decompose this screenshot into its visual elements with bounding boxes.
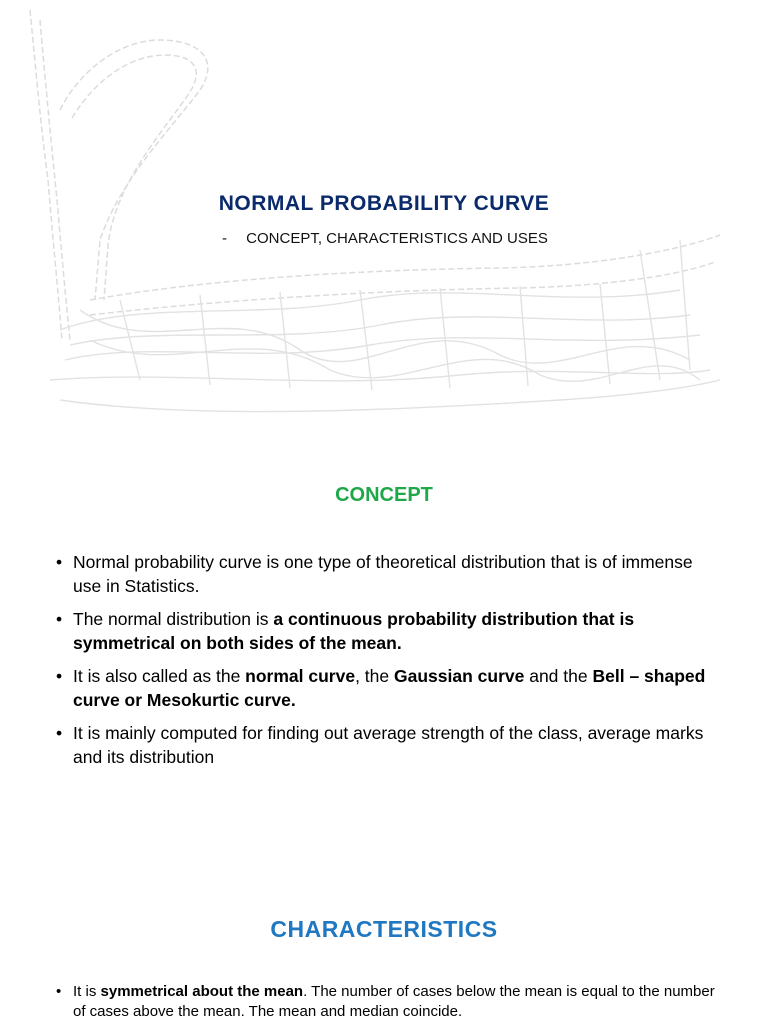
subtitle-text: CONCEPT, CHARACTERISTICS AND USES bbox=[246, 230, 548, 247]
bullet-bold-text: Bell – shaped curve or Mesokurtic curve. bbox=[73, 666, 706, 710]
bullet-icon: • bbox=[56, 723, 63, 743]
bullet-text: and the bbox=[524, 666, 593, 686]
title-slide bbox=[0, 0, 768, 436]
characteristics-slide bbox=[0, 854, 768, 1024]
bullet-text: It is also called as the bbox=[73, 666, 246, 686]
list-item bbox=[56, 664, 716, 712]
bullet-text: It is mainly computed for finding out average strength of the class, average marks and its distribution bbox=[73, 723, 704, 767]
subtitle bbox=[222, 230, 548, 247]
bullet-text: Normal probability curve is one type of theoretical distribution that is of immense use in Statistics. bbox=[73, 552, 693, 596]
bed-sketch-illustration bbox=[0, 0, 768, 436]
page-title: NORMAL PROBABILITY CURVE bbox=[218, 192, 550, 215]
bullet-text: It is bbox=[73, 983, 101, 1000]
bullet-text: . The number of cases below the mean is equal to the number of cases above the mean. The mean and median coincide. bbox=[73, 983, 715, 1020]
bullet-bold-text: a continuous probability distribution that is symmetrical on both sides of the mean. bbox=[73, 609, 635, 653]
concept-bullet-list bbox=[56, 550, 716, 778]
bullet-bold-text: normal curve bbox=[245, 666, 356, 686]
bullet-bold-text: symmetrical about the mean bbox=[100, 983, 304, 1000]
list-item bbox=[56, 607, 716, 655]
bullet-icon: • bbox=[56, 666, 63, 686]
characteristics-heading: CHARACTERISTICS bbox=[270, 916, 498, 942]
list-item bbox=[56, 721, 716, 769]
bullet-icon: • bbox=[56, 552, 63, 572]
list-item bbox=[56, 982, 716, 1022]
subtitle-dash: - bbox=[222, 230, 227, 247]
bullet-text: The normal distribution is bbox=[73, 609, 274, 629]
concept-heading: CONCEPT bbox=[335, 484, 433, 506]
bullet-icon: • bbox=[56, 609, 63, 629]
concept-slide bbox=[0, 436, 768, 854]
list-item bbox=[56, 550, 716, 598]
bullet-icon: • bbox=[56, 983, 62, 1000]
bullet-bold-text: Gaussian curve bbox=[394, 666, 525, 686]
bullet-text: , the bbox=[355, 666, 394, 686]
characteristics-bullet-list bbox=[56, 982, 716, 1022]
